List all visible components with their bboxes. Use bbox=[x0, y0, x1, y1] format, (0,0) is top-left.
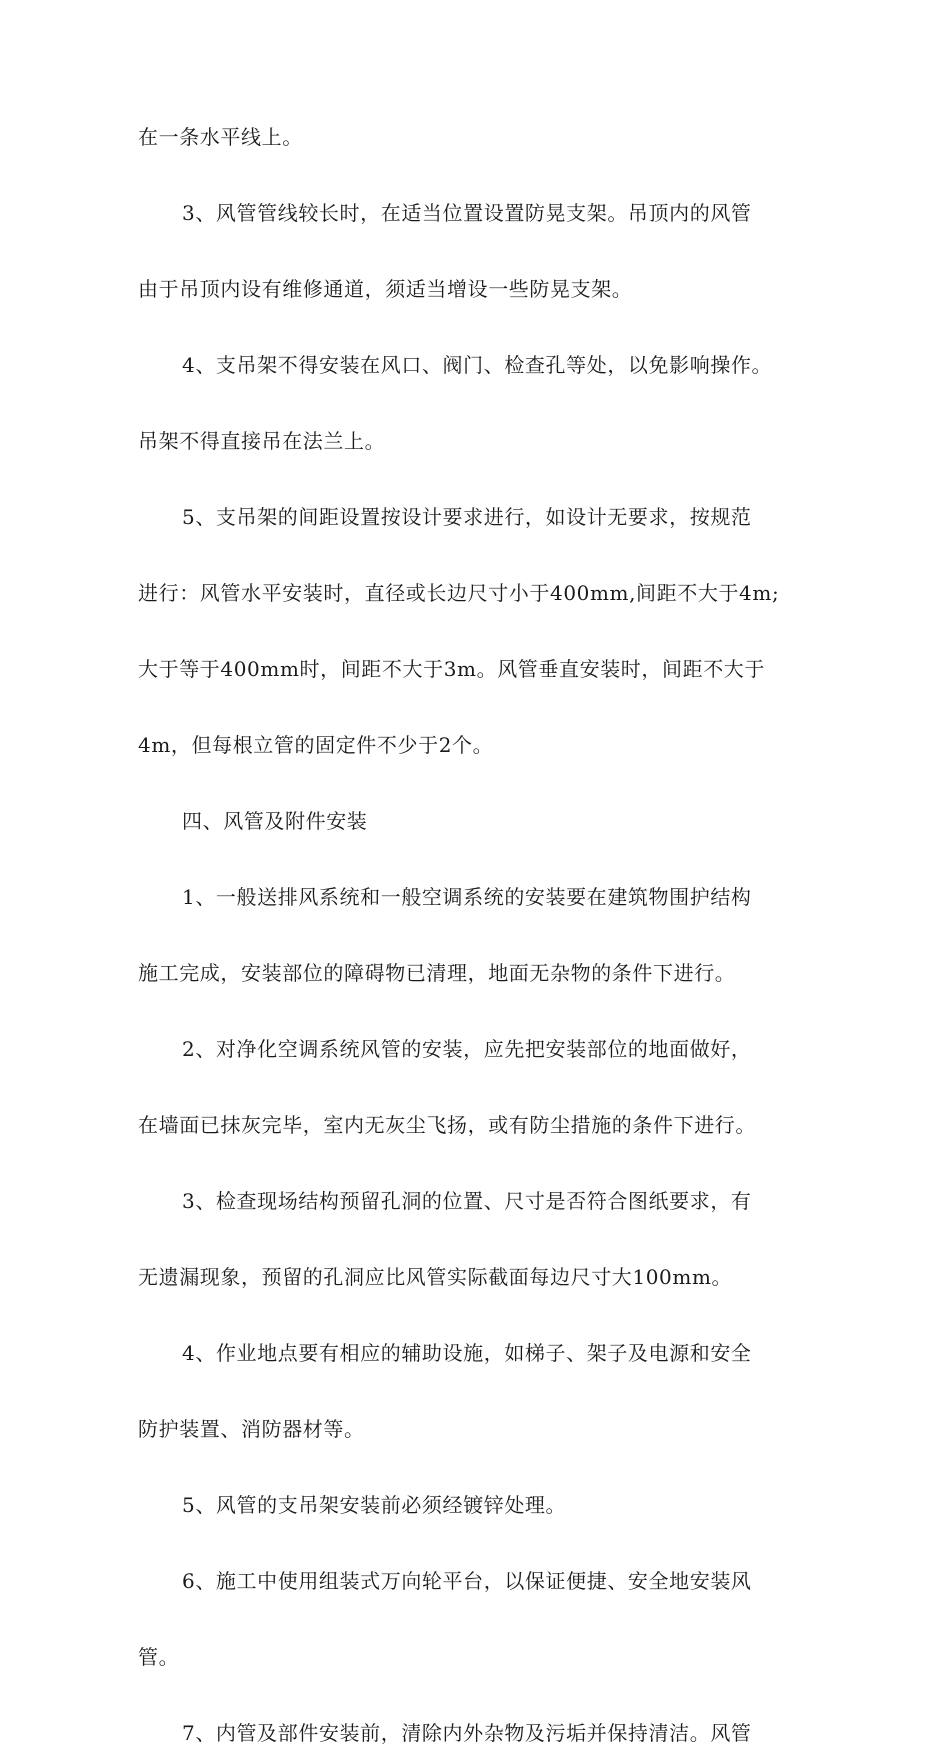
text-line: 4m，但每根立管的固定件不少于2个。 bbox=[138, 733, 494, 757]
text-line: 进行：风管水平安装时，直径或长边尺寸小于400mm,间距不大于4m; bbox=[138, 581, 780, 605]
section-heading: 四、风管及附件安装 bbox=[182, 809, 368, 833]
text-line: 5、风管的支吊架安装前必须经镀锌处理。 bbox=[182, 1493, 567, 1517]
text-line: 3、检查现场结构预留孔洞的位置、尺寸是否符合图纸要求，有 bbox=[182, 1189, 752, 1213]
text-line: 吊架不得直接吊在法兰上。 bbox=[138, 429, 386, 453]
text-line: 4、作业地点要有相应的辅助设施，如梯子、架子及电源和安全 bbox=[182, 1341, 752, 1365]
text-line: 无遗漏现象，预留的孔洞应比风管实际截面每边尺寸大100mm。 bbox=[138, 1265, 733, 1289]
body-text bbox=[138, 118, 824, 1752]
text-line: 3、风管管线较长时，在适当位置设置防晃支架。吊顶内的风管 bbox=[182, 201, 752, 225]
text-line: 大于等于400mm时，间距不大于3m。风管垂直安装时，间距不大于 bbox=[138, 657, 765, 681]
text-line: 1、一般送排风系统和一般空调系统的安装要在建筑物围护结构 bbox=[182, 885, 752, 909]
text-line: 5、支吊架的间距设置按设计要求进行，如设计无要求，按规范 bbox=[182, 505, 752, 529]
text-line: 施工完成，安装部位的障碍物已清理，地面无杂物的条件下进行。 bbox=[138, 961, 736, 985]
text-line: 在墙面已抹灰完毕，室内无灰尘飞扬，或有防尘措施的条件下进行。 bbox=[138, 1113, 756, 1137]
text-line: 4、支吊架不得安装在风口、阀门、检查孔等处，以免影响操作。 bbox=[182, 353, 773, 377]
text-line: 在一条水平线上。 bbox=[138, 125, 303, 149]
text-line: 6、施工中使用组装式万向轮平台，以保证便捷、安全地安装风 bbox=[182, 1569, 752, 1593]
text-line: 由于吊顶内设有维修通道，须适当增设一些防晃支架。 bbox=[138, 277, 633, 301]
text-line: 防护装置、消防器材等。 bbox=[138, 1417, 365, 1441]
text-line: 2、对净化空调系统风管的安装，应先把安装部位的地面做好， bbox=[182, 1037, 752, 1061]
text-line: 7、内管及部件安装前，清除内外杂物及污垢并保持清洁。风管 bbox=[182, 1721, 752, 1745]
text-line: 管。 bbox=[138, 1645, 180, 1669]
